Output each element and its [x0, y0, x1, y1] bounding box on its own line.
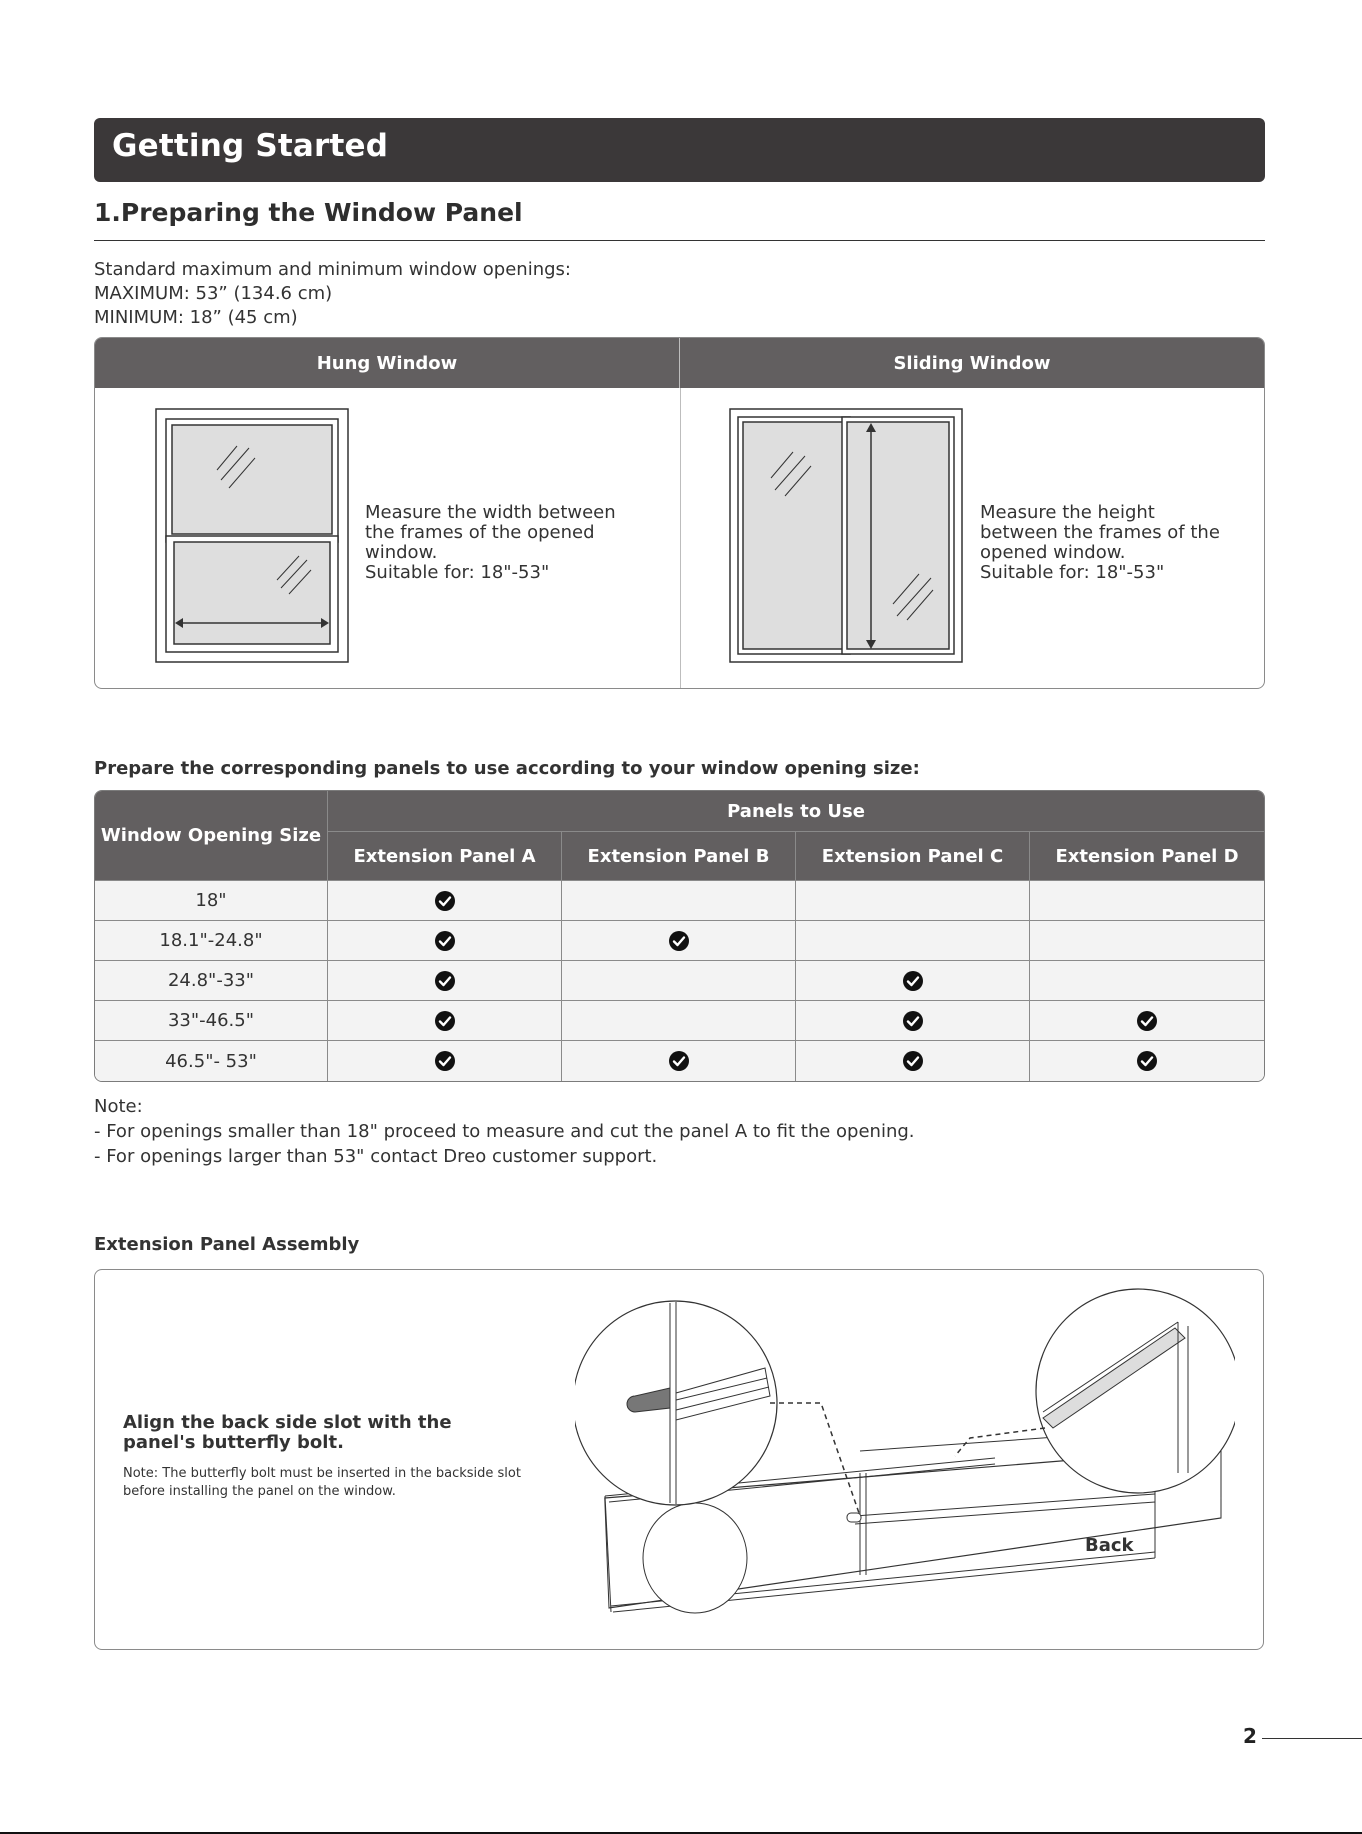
column-header-panel-a: Extension Panel A — [328, 832, 562, 881]
panel-d-cell — [1030, 921, 1264, 961]
intro-line: Standard maximum and minimum window openings: — [94, 259, 571, 280]
panel-c-cell — [796, 1041, 1030, 1081]
section-divider — [94, 240, 1265, 241]
panel-a-cell — [328, 1001, 562, 1041]
note-line-large: - For openings larger than 53" contact Dreo customer support. — [94, 1146, 658, 1167]
note-line-small: - For openings smaller than 18" proceed to measure and cut the panel A to fit the opening. — [94, 1121, 915, 1142]
section-title: 1.Preparing the Window Panel — [94, 198, 523, 227]
table-row — [95, 1001, 1264, 1041]
panel-b-cell — [562, 961, 796, 1001]
check-icon — [434, 930, 456, 952]
window-types-box — [94, 337, 1265, 689]
check-icon — [434, 890, 456, 912]
panel-c-cell — [796, 1001, 1030, 1041]
check-icon — [1136, 1010, 1158, 1032]
panel-b-cell — [562, 881, 796, 921]
check-icon — [1136, 1050, 1158, 1072]
opening-size-cell: 18" — [95, 881, 328, 921]
panel-a-cell — [328, 1041, 562, 1081]
check-icon — [434, 1050, 456, 1072]
panel-c-cell — [796, 881, 1030, 921]
check-icon — [902, 970, 924, 992]
opening-size-cell: 33"-46.5" — [95, 1001, 328, 1041]
assembly-box — [94, 1269, 1264, 1650]
panels-group-header: Panels to Use — [328, 791, 1264, 832]
sliding-window-illustration — [729, 408, 965, 664]
check-icon — [902, 1050, 924, 1072]
sliding-window-instruction: Measure the height between the frames of the opened window. — [980, 502, 1220, 563]
panels-table — [94, 790, 1265, 1082]
assembly-heading: Extension Panel Assembly — [94, 1234, 360, 1255]
opening-size-cell: 18.1"-24.8" — [95, 921, 328, 961]
panel-c-cell — [796, 961, 1030, 1001]
check-icon — [434, 970, 456, 992]
panels-heading: Prepare the corresponding panels to use according to your window opening size: — [94, 758, 920, 779]
sliding-window-title: Sliding Window — [893, 352, 1051, 374]
check-icon — [668, 930, 690, 952]
window-opening-intro — [94, 258, 571, 330]
assembly-instruction: Align the back side slot with the panel's butterfly bolt. — [123, 1412, 452, 1453]
panel-d-cell — [1030, 1001, 1264, 1041]
table-row — [95, 961, 1264, 1001]
column-header-panel-b: Extension Panel B — [562, 832, 796, 881]
size-column-header: Window Opening Size — [95, 791, 328, 881]
column-header-panel-c: Extension Panel C — [796, 832, 1030, 881]
sliding-window-text — [980, 503, 1230, 583]
panel-a-cell — [328, 961, 562, 1001]
opening-size-cell: 46.5"- 53" — [95, 1041, 328, 1081]
header-title: Getting Started — [112, 128, 389, 164]
hung-window-text — [365, 503, 635, 583]
window-types-header — [95, 338, 1264, 388]
table-row — [95, 881, 1264, 921]
note-label: Note: — [94, 1096, 143, 1117]
page-header — [94, 118, 1265, 182]
intro-max: MAXIMUM: 53” (134.6 cm) — [94, 283, 333, 304]
panel-b-cell — [562, 1001, 796, 1041]
panel-d-cell — [1030, 961, 1264, 1001]
panel-assembly-illustration — [575, 1288, 1235, 1638]
hung-window-suitable: Suitable for: 18"-53" — [365, 562, 550, 583]
panel-d-cell — [1030, 1041, 1264, 1081]
back-label: Back — [1085, 1535, 1134, 1556]
panel-d-cell — [1030, 881, 1264, 921]
check-icon — [668, 1050, 690, 1072]
check-icon — [434, 1010, 456, 1032]
panel-b-cell — [562, 1041, 796, 1081]
panel-a-cell — [328, 921, 562, 961]
column-divider — [680, 388, 681, 689]
panel-b-cell — [562, 921, 796, 961]
opening-size-cell: 24.8"-33" — [95, 961, 328, 1001]
page-number-rule — [1262, 1738, 1362, 1739]
assembly-note: Note: The butterfly bolt must be inserted in the backside slot before installing the panel on the window. — [123, 1466, 521, 1499]
column-header-panel-d: Extension Panel D — [1030, 832, 1264, 881]
panel-a-cell — [328, 881, 562, 921]
hung-window-title: Hung Window — [95, 338, 680, 388]
table-row — [95, 921, 1264, 961]
panel-c-cell — [796, 921, 1030, 961]
sliding-window-suitable: Suitable for: 18"-53" — [980, 562, 1165, 583]
hung-window-instruction: Measure the width between the frames of the opened window. — [365, 502, 616, 563]
intro-min: MINIMUM: 18” (45 cm) — [94, 307, 298, 328]
window-types-body — [95, 388, 1264, 689]
note-section — [94, 1094, 915, 1169]
check-icon — [902, 1010, 924, 1032]
table-row — [95, 1041, 1264, 1081]
page-number: 2 — [1243, 1724, 1257, 1748]
hung-window-illustration — [155, 408, 351, 664]
